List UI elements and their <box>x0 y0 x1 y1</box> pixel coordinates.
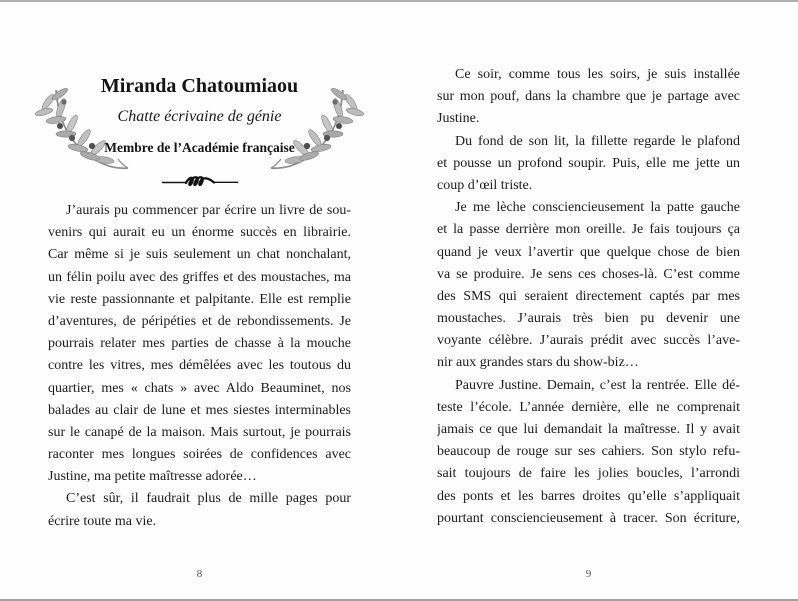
text-line: des ponts et les barres droites qu’elle s’appliquait <box>437 488 740 504</box>
text-line: vie reste passionnante et palpitante. Elle est remplie <box>48 291 351 307</box>
text-line: balades au clair de lune et mes siestes interminables <box>48 402 351 418</box>
text-line: raconter mes longues soirées de confidences avec <box>48 447 351 463</box>
text-line: va se produire. Je sens ces choses-là. C’est comme <box>437 266 740 282</box>
text-line: pourtant consciencieusement à tracer. Son écriture, <box>437 510 740 526</box>
page-number-right: 9 <box>585 568 592 580</box>
text-line: venirs qui aurait eu un énorme succès en librairie. <box>48 225 351 241</box>
text-line: nir aux grandes stars du show-biz… <box>437 355 639 371</box>
text-line: sur mon pouf, dans la chambre que je partage avec <box>437 89 740 105</box>
text-line: Car même si je suis seulement un chat nonchalant, <box>48 247 351 263</box>
page-left <box>48 0 351 601</box>
text-line: des SMS qui seraient directement captés par mes <box>437 288 740 304</box>
text-line: Pauvre Justine. Demain, c’est la rentrée. Elle dé- <box>455 377 740 393</box>
text-line: d’aventures, de péripéties et de rebondissements. Je <box>48 313 351 329</box>
text-line: Ce soir, comme tous les soirs, je suis installée <box>455 67 740 82</box>
text-line: C’est sûr, il faudrait plus de mille pages pour <box>66 491 351 507</box>
text-line: Du fond de son lit, la fillette regarde le plafond <box>455 133 740 149</box>
text-line: beaucoup de rouge sur ses cahiers. Son stylo refu- <box>437 444 740 460</box>
text-line: sur le canapé de la maison. Mais surtout, je pourrais <box>48 424 351 440</box>
text-line: Justine, ma petite maîtresse adorée… <box>48 469 257 485</box>
text-line: et la passe derrière mon oreille. Je fais toujours ça <box>437 222 740 238</box>
text-line: coup d’œil triste. <box>437 177 533 193</box>
text-line: écrire toute ma vie. <box>48 513 157 529</box>
author-name: Miranda Chatoumiaou <box>100 75 299 97</box>
left-page-body <box>48 200 351 533</box>
text-line: teste l’école. L’année dernière, elle ne comprenait <box>437 399 740 415</box>
text-line: Justine. <box>437 111 480 127</box>
text-line: sait toujours de faire les jolies boucles, l’arrondi <box>437 466 740 482</box>
text-line: pourrais relater mes parties de chasse à la mouche <box>48 336 351 352</box>
text-line: voyante célèbre. J’aurais prédit avec succès l’ave- <box>437 333 740 349</box>
text-line: moustaches. J’aurais très bien pu devenir une <box>437 311 740 327</box>
text-line: Je me lèche consciencieusement la patte gauche <box>455 200 740 216</box>
text-line: un félin poilu avec des griffes et des moustaches, ma <box>48 269 351 285</box>
page-number-left: 8 <box>196 568 203 580</box>
text-line: J’aurais pu commencer par écrire un livre de sou- <box>66 203 351 218</box>
author-role: Chatte écrivaine de génie <box>117 108 282 125</box>
text-line: quartier, mes « chats » avec Aldo Beauminet, nos <box>48 380 351 396</box>
text-line: jamais ce que lui demandait la maîtresse. Il y avait <box>437 422 740 437</box>
text-line: et pousse un profond soupir. Puis, elle me jette un <box>437 155 740 171</box>
squiggle-divider-icon <box>48 174 351 195</box>
text-line: quand je veux l’avertir que quelque chose de bien <box>437 244 740 260</box>
author-membership: Membre de l’Académie française <box>104 140 295 155</box>
right-page-body <box>437 64 740 530</box>
text-line: contre les vitres, mes démêlées avec les toutous du <box>48 358 351 374</box>
page-right <box>437 0 740 601</box>
